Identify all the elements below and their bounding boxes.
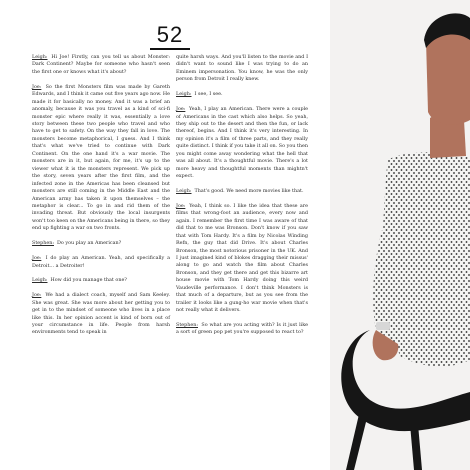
paragraph-text: We had a dialect coach, myself and Sam Keeley. She was great. She was more about her getting you to get in to the mindset of someone who lives in a place like this. In her opinion accent is kind of born out of your circumstance in life. People from harsh environments tend to speak in [32,292,170,336]
speaker-name: Joe: [176,202,186,209]
speaker-name: Leigh: [176,91,192,98]
paragraph-text: I see, I see. [194,91,223,98]
page-number-underline [150,48,190,50]
paragraph-text: Hi Joe! Firstly, can you tell us about Monster: Dark Continent? Maybe for someone who hasn't seen the first one or knows what it's about? [32,54,170,75]
paragraph-text: That's good. We need more movies like that. [194,187,304,194]
speaker-name: Joe: [32,255,42,262]
paragraph-text: quite harsh ways. And you'll listen to the movie and I didn't want to sound like I was trying to do an Eminem impersonation. You know, he was the only person from Detroit I really knew. [176,54,308,83]
interview-paragraph [176,203,308,315]
speaker-name: Stephen: [176,322,198,328]
interview-paragraph [32,54,170,76]
speaker-name: Stephen: [32,240,54,247]
interview-paragraph [32,292,170,337]
interview-column-right [176,54,308,344]
interview-paragraph [32,255,170,270]
speaker-name: Joe: [32,83,42,90]
paragraph-text: Yeah, I play an American. There were a couple of Americans in the cast which also helps. So yeah, they ship out to the desert and then the fun, or lack thereof, begins. And I think it's very interesting. In my opinion it's a film of three parts, and they really quite distinct. I think if you take it all on. So you then you might come away wondering what the hell that was all about. It's a thoughtful movie. There's a lot more heavy and thoughtful moments than mightn't expect. [176,106,308,180]
portrait-illustration [330,0,470,470]
paragraph-text: I do play an American. Yeah, and specifically a Detroit... a Detroiter! [32,255,170,269]
speaker-name: Leigh: [32,277,48,284]
speaker-name: Joe: [176,106,186,113]
paragraph-text: So what are you acting with? Is it just like a sort of green pop pet you're supposed to react to? [176,322,308,336]
interview-column-left [32,54,170,344]
interview-paragraph [32,84,170,233]
portrait-photo [330,0,470,470]
speaker-name: Leigh: [32,54,48,60]
paragraph-text: So the first Monsters film was made by Gareth Edwards, and I think it came out five years ago now. He made it for basically no money. And it was a brief an anomaly, because it was you travel as a kind of sci-fi monster epic where really it was, essentially a love story between these two people who travel and who have to get to safety. On the way they fall in love. The monsters become metaphorical, I guess. And I think that's what we've tried to continue with Dark Continent. On the one hand it's a war movie. The monsters are in it, but again, for me, it's up to the viewer what it is the monsters represent. We pick up the story, seven years after the first film, and the infected zone in the Americas has been cleansed but monsters are still coming in the Middle East and the American army has taken it upon themselves – the metaphor is clear... To go in and rid them of the invading threat. But obviously the local insurgents won't too keen on the Americans being in there, so they end up fighting a war on two fronts. [32,83,170,232]
interview-paragraph [176,106,308,181]
speaker-name: Leigh: [176,187,192,194]
interview-paragraph [176,54,308,84]
interview-paragraph [176,322,308,337]
interview-paragraph [176,188,308,195]
page-number: 52 [156,22,184,47]
wristwatch [376,322,390,330]
speaker-name: Joe: [32,292,42,299]
interview-paragraph [176,91,308,98]
paragraph-text: Do you play an American? [57,240,122,247]
paragraph-text: Yeah, I think so. I like the idea that these are films that wrong-foot an audience, every now and again. I remember the first time I was aware of that did that to me was Bronson. Don't know if you saw that with Tom Hardy. It's a film by Nicolas Winding Refn, the guy that did Drive. It's about Charles Bronson, the most notorious prisoner in the UK. And I just imagined kind of blokes dragging their missus' along to go and watch the film about Charles Bronson, and they get there and get this bizarre art house movie with Tom Hardy doing this weird Vaudeville performance. I don't think Monsters is that much of a departure, but as you see from the trailer it looks like a gung-ho war movie when that's not really what it delivers. [176,202,308,314]
interview-paragraph [32,277,170,284]
interview-paragraph [32,240,170,247]
paragraph-text: How did you manage that one? [50,277,127,284]
